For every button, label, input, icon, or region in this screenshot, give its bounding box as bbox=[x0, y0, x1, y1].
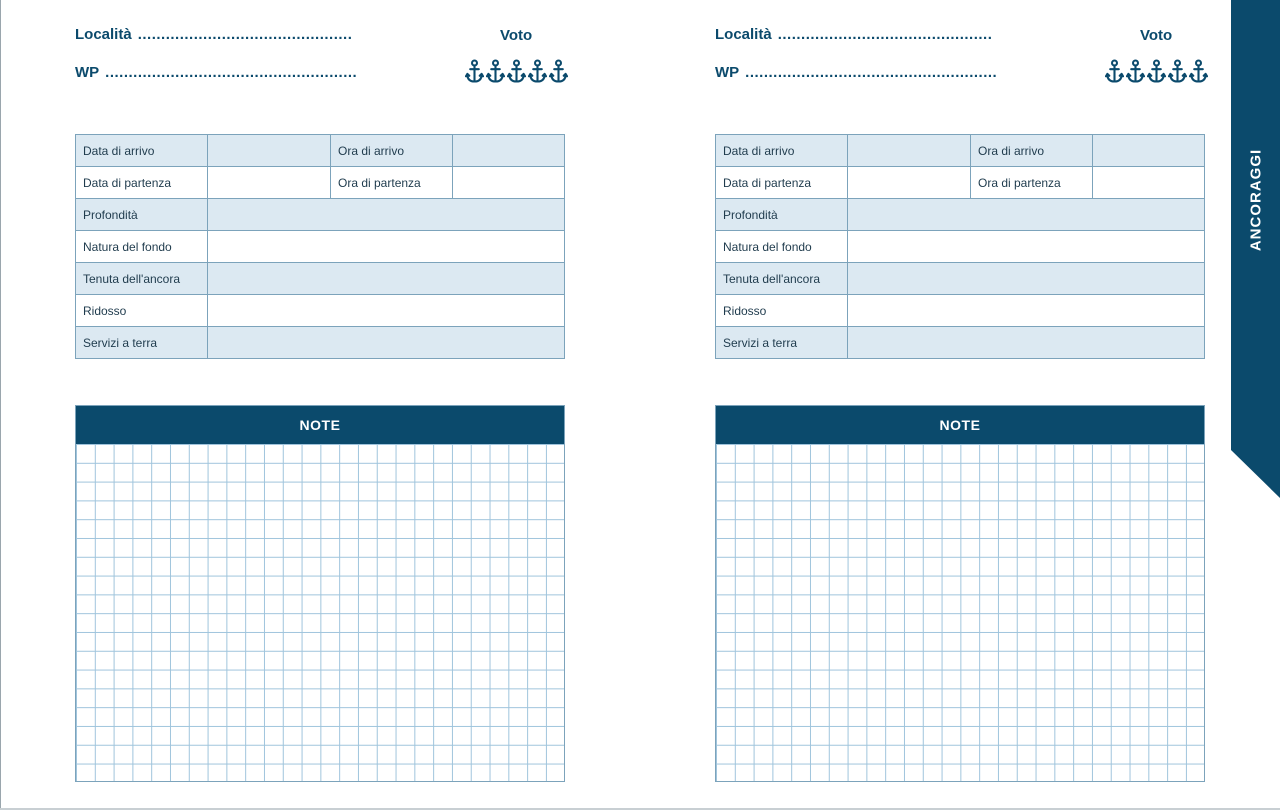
table-row bbox=[716, 167, 1205, 199]
table-row bbox=[76, 231, 565, 263]
row-label: Tenuta dell'ancora bbox=[716, 263, 848, 295]
wp-field[interactable]: ...................................................... bbox=[105, 64, 358, 81]
anchor-icon[interactable] bbox=[465, 58, 484, 86]
notes-section bbox=[75, 405, 565, 782]
arrival-date-field[interactable] bbox=[208, 135, 331, 167]
table-row bbox=[716, 263, 1205, 295]
row-label: Data di arrivo bbox=[76, 135, 208, 167]
row-label: Ora di arrivo bbox=[971, 135, 1093, 167]
notes-title: NOTE bbox=[76, 406, 564, 444]
shore-services-field[interactable] bbox=[848, 327, 1205, 359]
row-label: Profondità bbox=[76, 199, 208, 231]
departure-time-field[interactable] bbox=[453, 167, 565, 199]
left-page bbox=[75, 0, 565, 790]
page-edge bbox=[0, 0, 1, 810]
localita-label: Località bbox=[75, 26, 132, 43]
table-row bbox=[76, 327, 565, 359]
right-page bbox=[715, 0, 1205, 790]
table-row bbox=[716, 199, 1205, 231]
table-row bbox=[76, 199, 565, 231]
departure-time-field[interactable] bbox=[1093, 167, 1205, 199]
seabed-field[interactable] bbox=[208, 231, 565, 263]
table-row bbox=[76, 263, 565, 295]
table-row bbox=[716, 231, 1205, 263]
table-row bbox=[76, 135, 565, 167]
table-row bbox=[716, 135, 1205, 167]
departure-date-field[interactable] bbox=[208, 167, 331, 199]
notes-grid[interactable] bbox=[716, 444, 1204, 781]
wp-label: WP bbox=[75, 64, 100, 81]
localita-field[interactable]: .............................................. bbox=[777, 26, 993, 43]
anchor-icon[interactable] bbox=[1189, 58, 1208, 86]
table-row bbox=[716, 295, 1205, 327]
depth-field[interactable] bbox=[848, 199, 1205, 231]
localita-row bbox=[75, 26, 388, 43]
voto-rating bbox=[1105, 58, 1208, 86]
shore-services-field[interactable] bbox=[208, 327, 565, 359]
row-label: Ora di partenza bbox=[971, 167, 1093, 199]
row-label: Data di partenza bbox=[76, 167, 208, 199]
section-tab-label: ANCORAGGI bbox=[1247, 148, 1265, 252]
departure-date-field[interactable] bbox=[848, 167, 971, 199]
row-label: Ridosso bbox=[76, 295, 208, 327]
row-label: Profondità bbox=[716, 199, 848, 231]
arrival-time-field[interactable] bbox=[1093, 135, 1205, 167]
seabed-field[interactable] bbox=[848, 231, 1205, 263]
wp-label: WP bbox=[715, 64, 740, 81]
row-label: Ora di partenza bbox=[331, 167, 453, 199]
anchorage-info-table bbox=[715, 134, 1205, 359]
wp-row bbox=[715, 64, 1027, 81]
wp-field[interactable]: ...................................................... bbox=[745, 64, 998, 81]
anchor-icon[interactable] bbox=[507, 58, 526, 86]
depth-field[interactable] bbox=[208, 199, 565, 231]
shelter-field[interactable] bbox=[848, 295, 1205, 327]
voto-label: Voto bbox=[500, 27, 533, 44]
row-label: Data di partenza bbox=[716, 167, 848, 199]
voto-label: Voto bbox=[1140, 27, 1173, 44]
anchor-icon[interactable] bbox=[486, 58, 505, 86]
row-label: Ridosso bbox=[716, 295, 848, 327]
anchor-icon[interactable] bbox=[549, 58, 568, 86]
row-label: Ora di arrivo bbox=[331, 135, 453, 167]
row-label: Tenuta dell'ancora bbox=[76, 263, 208, 295]
row-label: Natura del fondo bbox=[76, 231, 208, 263]
notes-section bbox=[715, 405, 1205, 782]
notes-grid[interactable] bbox=[76, 444, 564, 781]
localita-row bbox=[715, 26, 1028, 43]
voto-rating bbox=[465, 58, 568, 86]
row-label: Natura del fondo bbox=[716, 231, 848, 263]
table-row bbox=[76, 167, 565, 199]
localita-field[interactable]: .............................................. bbox=[137, 26, 353, 43]
anchor-icon[interactable] bbox=[1147, 58, 1166, 86]
table-row bbox=[716, 327, 1205, 359]
wp-row bbox=[75, 64, 387, 81]
row-label: Data di arrivo bbox=[716, 135, 848, 167]
table-row bbox=[76, 295, 565, 327]
shelter-field[interactable] bbox=[208, 295, 565, 327]
anchor-holding-field[interactable] bbox=[848, 263, 1205, 295]
localita-label: Località bbox=[715, 26, 772, 43]
arrival-date-field[interactable] bbox=[848, 135, 971, 167]
anchor-icon[interactable] bbox=[1126, 58, 1145, 86]
row-label: Servizi a terra bbox=[716, 327, 848, 359]
row-label: Servizi a terra bbox=[76, 327, 208, 359]
notes-title: NOTE bbox=[716, 406, 1204, 444]
anchor-icon[interactable] bbox=[1168, 58, 1187, 86]
anchorage-info-table bbox=[75, 134, 565, 359]
anchor-icon[interactable] bbox=[1105, 58, 1124, 86]
anchor-icon[interactable] bbox=[528, 58, 547, 86]
arrival-time-field[interactable] bbox=[453, 135, 565, 167]
anchor-holding-field[interactable] bbox=[208, 263, 565, 295]
